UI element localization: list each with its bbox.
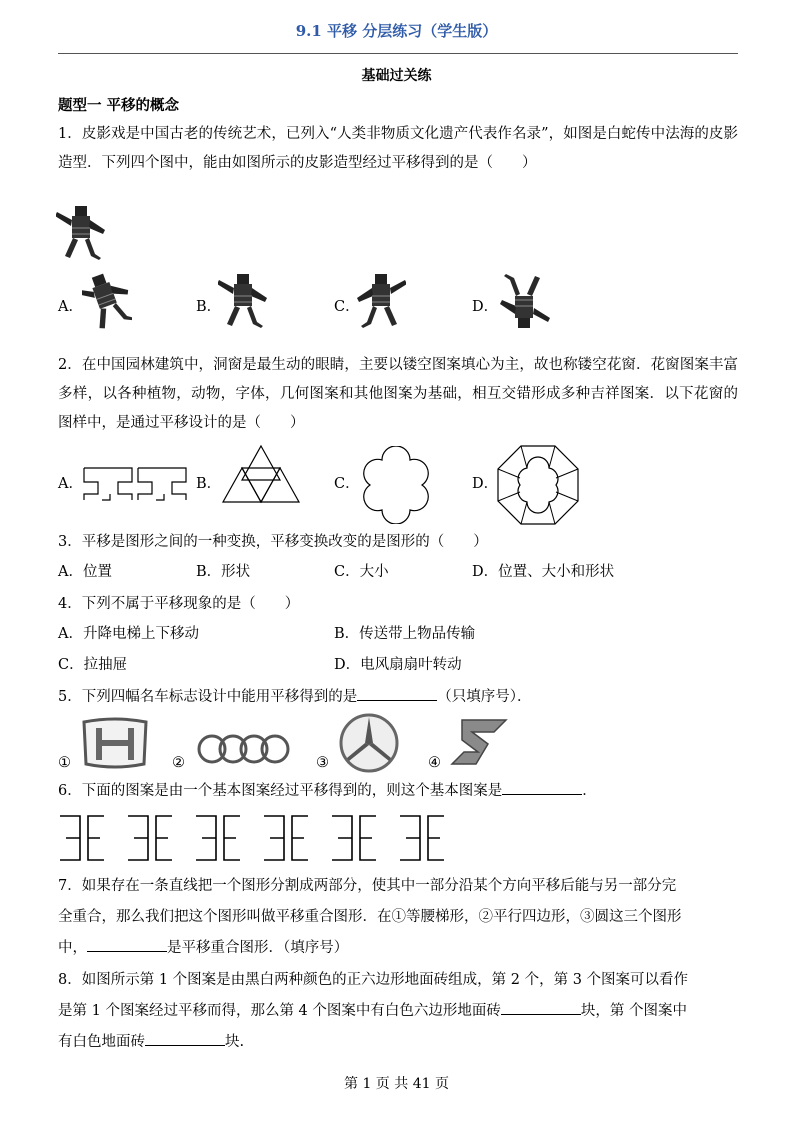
- question-6-text: 6．下面的图案是由一个基本图案经过平移得到的，则这个基本图案是 ．: [58, 777, 738, 806]
- question-8-line2: 是第 1 个图案经过平移而得，那么第 4 个图案中有白色六边形地面砖 块，第 个图案中: [58, 997, 738, 1026]
- answer-blank[interactable]: [501, 998, 581, 1015]
- audi-logo: [194, 732, 294, 766]
- page-header-title: 9.1 平移 分层练习（学生版）: [295, 22, 498, 40]
- honda-logo: [78, 716, 152, 770]
- answer-blank[interactable]: [502, 778, 582, 795]
- pattern-unit: [400, 816, 444, 860]
- translation-pattern: [58, 812, 468, 864]
- option-c-label[interactable]: C．: [334, 299, 360, 315]
- puppet-option-c: [356, 266, 406, 332]
- question-3-text: 3．平移是图形之间的一种变换，平移变换改变的是图形的（ ）: [58, 534, 488, 550]
- option-c[interactable]: C．大小: [334, 564, 389, 580]
- puppet-option-b: [218, 266, 268, 332]
- question-4-options-row1: [58, 623, 738, 645]
- puppet-option-a: [82, 268, 132, 332]
- option-a-label[interactable]: A．: [58, 476, 83, 492]
- question-2-text: 2．在中国园林建筑中，洞窗是最生动的眼睛，主要以镂空图案填心为主，故也称镂空花窗．花窗图案丰富多样，以各种植物，动物，字体，几何图案和其他图案为基础，相互交错形成多种吉祥图案．以下花窗的图样中，是通过平移设计的是（ ）: [58, 357, 738, 431]
- option-a[interactable]: A．位置: [58, 564, 112, 580]
- option-d[interactable]: D．位置、大小和形状: [472, 564, 615, 580]
- answer-blank[interactable]: [87, 935, 167, 952]
- question-8-line1: 8．如图所示第 1 个图案是由黑白两种颜色的正六边形地面砖组成，第 2 个，第 3 个图案可以看作: [58, 972, 689, 988]
- pattern-unit: [196, 816, 240, 860]
- option-d-label[interactable]: D．: [472, 299, 499, 315]
- answer-blank[interactable]: [145, 1029, 225, 1046]
- option-b-label[interactable]: B．: [196, 299, 222, 315]
- window-pattern-a: [82, 464, 190, 504]
- pattern-unit: [60, 816, 104, 860]
- pattern-unit: [332, 816, 376, 860]
- question-7-line3: 中， 是平移重合图形．（填序号）: [58, 934, 738, 963]
- option-b[interactable]: B．传送带上物品传输: [334, 626, 476, 642]
- option-b-label[interactable]: B．: [196, 476, 222, 492]
- choice-1-label: ①: [58, 755, 71, 771]
- question-type-heading: 题型一 平移的概念: [58, 97, 180, 114]
- option-b[interactable]: B．形状: [196, 564, 251, 580]
- pattern-unit: [264, 816, 308, 860]
- option-a-label[interactable]: A．: [58, 299, 83, 315]
- option-c[interactable]: C．拉抽屉: [58, 657, 128, 673]
- header-divider: [58, 53, 738, 54]
- question-7-line1: 7．如果存在一条直线把一个图形分割成两部分，使其中一部分沿某个方向平移后能与另一部分完: [58, 878, 677, 894]
- option-a[interactable]: A．升降电梯上下移动: [58, 626, 199, 642]
- puppet-option-d: [496, 266, 552, 332]
- section-title: 基础过关练: [361, 68, 432, 84]
- puppet-reference-figure: [56, 198, 106, 264]
- choice-3-label: ③: [316, 755, 329, 771]
- mercedes-logo: [338, 712, 400, 774]
- option-d-label[interactable]: D．: [472, 476, 499, 492]
- question-5-text: 5．下列四幅名车标志设计中能用平移得到的是 （只填序号）．: [58, 683, 738, 712]
- question-4-options-row2: [58, 654, 738, 676]
- pattern-unit: [128, 816, 172, 860]
- question-7-line2: 全重合，那么我们把这个图形叫做平移重合图形．在①等腰梯形，②平行四边形，③圆这三个图形: [58, 909, 682, 925]
- window-pattern-b: [220, 444, 302, 516]
- suzuki-logo: [448, 716, 510, 768]
- answer-blank[interactable]: [357, 684, 437, 701]
- window-pattern-c: [356, 446, 436, 524]
- page-footer: 第 1 页 共 41 页: [344, 1076, 449, 1092]
- question-4-text: 4．下列不属于平移现象的是（ ）: [58, 596, 300, 612]
- question-1-text: 1．皮影戏是中国古老的传统艺术，已列入“人类非物质文化遗产代表作名录”，如图是白蛇传中法海的皮影造型．下列四个图中，能由如图所示的皮影造型经过平移得到的是（ ）: [58, 126, 738, 171]
- question-3-options: [58, 561, 738, 583]
- option-d[interactable]: D．电风扇扇叶转动: [334, 657, 462, 673]
- choice-4-label: ④: [428, 755, 441, 771]
- window-pattern-d: [496, 444, 580, 526]
- option-c-label[interactable]: C．: [334, 476, 360, 492]
- choice-2-label: ②: [172, 755, 185, 771]
- question-8-line3: 有白色地面砖 块.: [58, 1028, 738, 1057]
